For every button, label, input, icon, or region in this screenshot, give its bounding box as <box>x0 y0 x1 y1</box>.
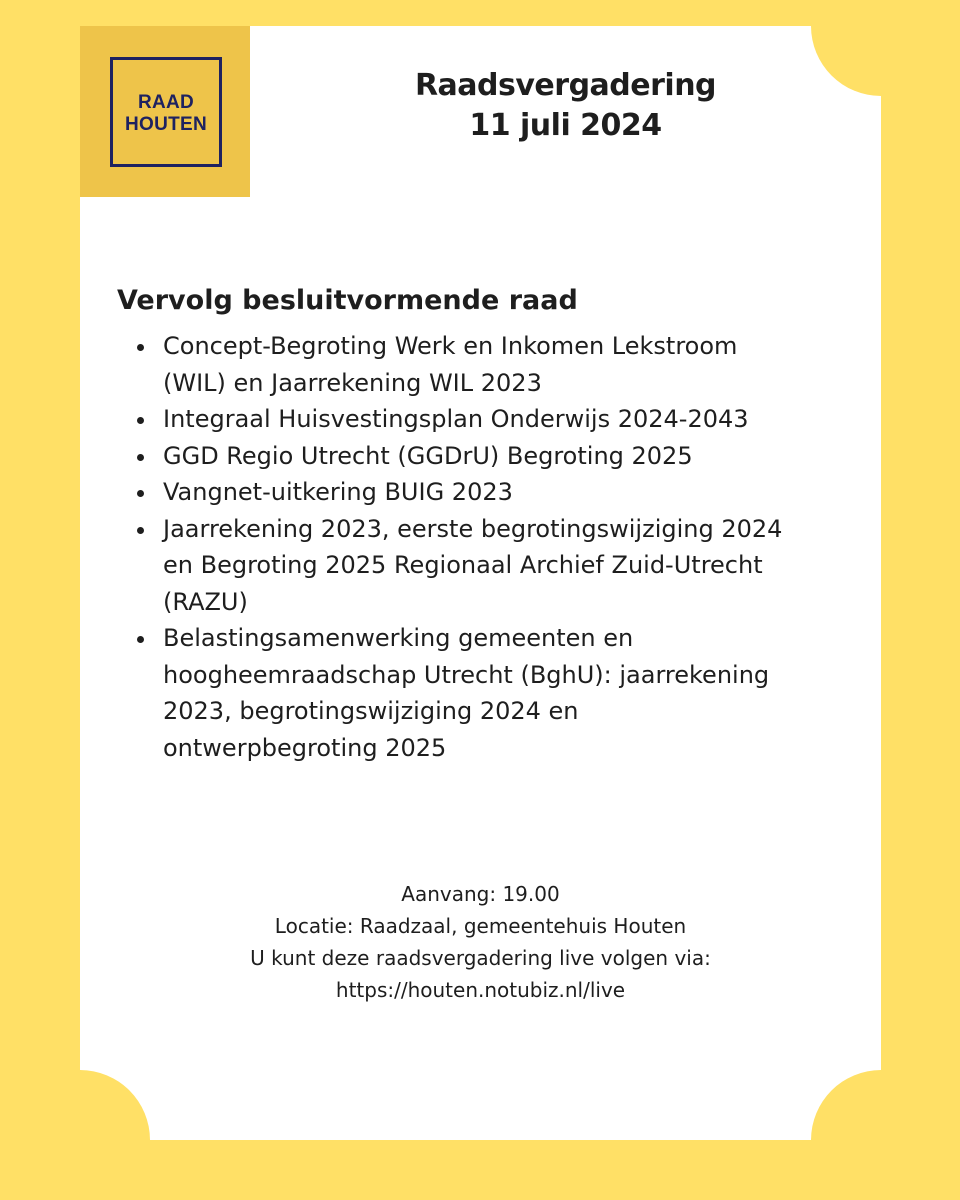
page-title <box>250 66 881 146</box>
agenda-item: Jaarrekening 2023, eerste begrotingswijziging 2024 en Begroting 2025 Regionaal Archief Zuid-Utrecht (RAZU) <box>163 511 853 621</box>
meeting-info <box>160 878 801 1006</box>
logo-text <box>125 92 207 136</box>
title-line-meeting: Raadsvergadering <box>414 68 717 103</box>
live-stream-url: https://houten.notubiz.nl/live <box>335 978 626 1002</box>
logo-block <box>80 26 250 197</box>
title-line-date: 11 juli 2024 <box>469 108 662 143</box>
announcement-card <box>80 26 881 1140</box>
location: Locatie: Raadzaal, gemeentehuis Houten <box>274 914 687 938</box>
agenda-item: Belastingsamenwerking gemeenten en hoogheemraadschap Utrecht (BghU): jaarrekening 2023, begrotingswijziging 2024 en ontwerpbegroting 2025 <box>163 620 853 766</box>
agenda-list <box>163 328 853 766</box>
start-time: Aanvang: 19.00 <box>401 882 560 906</box>
logo-line-2: HOUTEN <box>124 113 208 135</box>
agenda-item: Vangnet-uitkering BUIG 2023 <box>163 474 853 511</box>
live-stream-text: U kunt deze raadsvergadering live volgen via: <box>250 946 711 970</box>
corner-decoration-bottom-right <box>811 1070 881 1140</box>
agenda-item: Concept-Begroting Werk en Inkomen Lekstroom (WIL) en Jaarrekening WIL 2023 <box>163 328 853 401</box>
corner-decoration-bottom-left <box>80 1070 150 1140</box>
agenda-item: Integraal Huisvestingsplan Onderwijs 2024-2043 <box>163 401 853 438</box>
raad-houten-logo <box>110 57 222 167</box>
agenda-item: GGD Regio Utrecht (GGDrU) Begroting 2025 <box>163 438 853 475</box>
logo-line-1: RAAD <box>137 91 195 113</box>
section-heading: Vervolg besluitvormende raad <box>117 285 578 316</box>
